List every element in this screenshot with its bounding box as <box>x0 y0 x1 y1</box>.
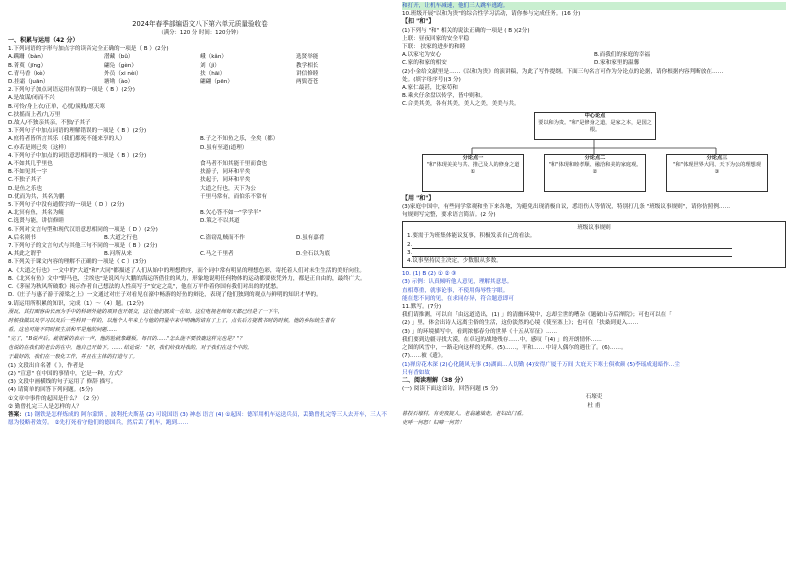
section-2-heading: 二、阅读理解（38 分） <box>402 376 467 384</box>
q9-part-2: (2) "宣意" 在中国的事情中，它是一种，方式？ <box>8 370 126 377</box>
sub-argument-2-answer: ② <box>592 169 598 176</box>
question-4: 4.下列句子中加点的词语意思相同的一项是（ B ）(2分) <box>8 152 147 159</box>
q6-options: A.后名则书 B.大道之行也 C.盗窃乱贼而不作 D.虽有嘉肴 <box>8 234 325 241</box>
passage-line-4: "完了，"B说声后。就很紧的表示一声，他的脸就象雌板。每日的……"怎么能不要放鹿这样完也是？"？ <box>8 335 245 342</box>
q11-answer-1: (1)禅房花木深 (2)心化随风无事 (3)湖面…人切勤 (4)安得广厦千万间 大庇天下寒士俱欢颜 (5)李瑶成退暗作…尘 <box>402 361 680 368</box>
question-9: 9.请运用所积累的知识，完成（1）～（4）题。(12分) <box>8 300 144 307</box>
sub-argument-2-title: 分论点二 <box>584 154 606 161</box>
q2-opt-b: B.可怜/身上衣/正单，心忧/炭贱/愿天寒 <box>8 103 106 110</box>
q8-opt-b: B.《北冥有鱼》文中"野马也，尘埃也"是说风与大鹏的海运所借住的风力，形象地说明任何物体的运动都要依凭外力，都是正自由的，最终广大。 <box>8 275 366 282</box>
question-8: 8.下列关于课文内容的理解不正确的一项是（ C ）(3分) <box>8 259 147 266</box>
q7-options: A.其此之谓乎 B.河所从来 C.马之千里者 D.全石以为底 <box>8 251 331 258</box>
q10-part-1: (1)下列与 "和" 相关的说法正确的一项是 ( B )(2分) <box>402 27 530 34</box>
q9-sub-2: ② 勤曾扎完三人是怎样的人？ <box>8 403 82 410</box>
rule-2: 2. <box>407 241 781 249</box>
q10-answer-2: (3) 示例：认真倾听他人意见，理解其意思。 <box>402 279 513 286</box>
q5-row-1: A.北冥有鱼，其名为鲲 B.欠心答不如一"学学半" <box>8 210 262 217</box>
question-1: 1.下列词语的字形与加点字的读音完全正确的一项是（ B ）(2分) <box>8 46 169 53</box>
passage-line-5: 也说的在我们的老公的在中，他自己开始下。…… 结论说： "好，我们给我对我的，对于我们在这个中的。 <box>8 344 253 351</box>
q11-line-5: 之图的风雪中，一路走向这样的光辉。(5)……，平和…… 中诗人偶尔的遇仕了。(6)……。 <box>402 345 627 352</box>
q11-line-3: (3) 」的环境描写中，看到浓郁春分的世界《十五从军征》…… <box>402 328 558 335</box>
heading-yong-he: 【用 "和"】 <box>402 194 435 202</box>
q11-line-6: (7)……被《遗》。 <box>402 353 447 360</box>
couplet-upper: 上联：昼夜回家的安全平稳 <box>402 35 470 42</box>
passage-line-3: 看，这也可能不同时候生活和平是他的问题…… <box>8 326 117 333</box>
sub-argument-1-text: "和"体现美美与共、推己及人的修身之道 <box>426 162 520 169</box>
q10-2-opt-c: C.合美其美，各有其美，美人之美，美美与共。 <box>402 101 520 108</box>
exam-title: 2024年春季部编语文八下第六单元质量验收卷 <box>132 20 268 28</box>
q11-line-1: 我们请推测，可以自「由远道造出，(1) 」的清幽环境中，忘却尘世的嘈杂《题破山寺后禅院》；可也可以在「 <box>402 312 672 319</box>
central-argument-text: 要以和为贵。"和"是修身之道，是家之本，是国之根。 <box>538 120 652 134</box>
answer-text: (1) 钢铁是怎样炼成的 阿尔蒙斯 ，波利托夫斯基 (2) 可说国语 (3) 神态 语言 (4) ①起因：德军用机车运送兵员，丢勤曾扎完等三人去开车，三人不愿为侵略者效劳。 ②先打死看守他们的德国兵，然后丢了机车，跑到…… <box>8 411 387 427</box>
q1-row-c: C.青马香（kè） 外员（xi nèi） 扶（hāi） 讲信修睦 <box>8 70 319 77</box>
question-3: 3.下列句子中加点词语的理解错误的一项是（ B ）(2分) <box>8 128 147 135</box>
sub-argument-3-text: "和"体现世界大同、天下为公的理想观 <box>673 162 761 169</box>
sub-argument-3-title: 分论点三 <box>706 154 728 161</box>
q4-row-e: D.优而为共，其名为鹏 千里马常有，而伯乐不常有 <box>8 193 268 200</box>
q2-opt-c: C.扶摇而上者/九万里 <box>8 111 61 118</box>
question-10: 10.班级开展"以和为贵"的综合性学习活动，请你参与完成任务。(16 分) <box>402 11 581 18</box>
sub-argument-1-title: 分论点一 <box>462 154 484 161</box>
poem-title: 石壕吏 <box>585 394 603 401</box>
passage-line-6: 于最好的，我们在一般化工作，并且在主体的打造与了。 <box>8 353 138 360</box>
q4-row-c: C.不独子其子 扶起于，同环和平矣 <box>8 177 251 184</box>
passage-line-2: 时候我做以及学习以及后一些科目一样的，以他个人年来上与他的同量中来中明确的请有了上了，点名后方提教书时的时候，他的乡际统生者有 <box>8 317 335 324</box>
q4-row-a: A.不如其几乎里也 食马者不知其能千里而食也 <box>8 161 268 168</box>
q3-row-2: C.亦若是则已矣（这样） D.虽有至道(道理） <box>8 144 248 151</box>
sub-argument-1-box <box>422 154 524 192</box>
q10-1-options-1: A.以家宅为安心 B.而我们的家庭的幸福 <box>402 52 650 59</box>
q9-part-4: (4) 请简单的回答下列问题。(5分) <box>8 387 93 394</box>
reading-passage <box>8 308 392 362</box>
poem-line-2: 吏呼一何怒！妇啼一何苦！ <box>402 419 465 426</box>
q10-part-3b: 句规则写完整，要求语言简洁。(2 分) <box>402 212 496 219</box>
q10-part-3: (3)家庭中国中，有些同学常观和坐下来各地，为避免出现消极自议，悉语伤人等情况，特别打几条 "班级议事规则"，请你仿照例…… <box>402 203 731 210</box>
q9-part-3: (3) 文段中画横线的句子运用了 修辞 描写。 <box>8 379 117 386</box>
q8-opt-c: C.《茅屋为秋风所破歌》揭示作者自己想法的人性高写于"安定之乱"，他在万平作着你国有我们对出的的忧愁。 <box>8 284 282 291</box>
q11-line-4: 我们要到边疆寻找大漠，在卓冠的战地残存……中，感叹「(4) 」的开朗情怀…… <box>402 336 602 343</box>
question-7: 7.下列句子的文言句式与其他三句不同的一项是（ B ）(2分) <box>8 243 158 250</box>
q10-part-2b: 处。(填字母序号)(3 分) <box>402 76 461 83</box>
q10-2-opt-b: B.乘火仔余盘以传学，皆中则和。 <box>402 93 486 100</box>
q4-row-d: D.是鱼之乐也 大道之行也，天下为公 <box>8 185 256 192</box>
sub-argument-2-box <box>544 154 646 192</box>
left-column <box>8 0 392 561</box>
heading-kou-he: 【扣 "和"】 <box>402 18 435 26</box>
q11-line-2: (2) 」里，体会出诗人远离尘俗的生活，这份淡然的心境《使至塞上》；也可在「扶桑到更入…… <box>402 320 639 327</box>
q4-row-b: B.不如见其一字 扶游子，同环和平矣 <box>8 169 251 176</box>
couplet-lower: 下联： 扶家的进步的和睦 <box>402 44 466 51</box>
passage-line-1: 漫瓦，其打面容由长而为手中的科研外能的项目也开展交，这让他们展成一在如。这位电视老师每天都已经是了一下午， <box>8 308 283 315</box>
rules-box <box>402 221 786 268</box>
right-column <box>402 0 786 561</box>
sub-argument-1-answer: ① <box>470 169 476 176</box>
question-2: 2.下列句子加点词语运用有误的一项是（ B ）(2分) <box>8 87 135 94</box>
sub-argument-3-box <box>666 154 768 192</box>
q3-row-1: A.庶将者皆所言其乐（我们都死不能来享的人） B.子之不知鱼之乐，全矣（都） <box>8 136 279 143</box>
rule-1: 1.要需于为班集体能议复事，积极发表自己的看法。 <box>407 233 536 240</box>
q9-sub-1: ①文章中事件的起因是什么？（2 分） <box>8 395 103 402</box>
q2-opt-d: D.故人/不独亲其亲，不独/子其子 <box>8 120 91 127</box>
rules-title: 班级议事规则 <box>577 225 611 232</box>
q8-opt-a: A.《大道之行也》一文中的"大道"和"大同"都描述了人们从始中的理想秩序，而个词中常有明显的理想色彩，寄托着人们对未生生活的美好向往。 <box>8 267 366 274</box>
right-top-line: 和打开，让机车减速，他们三人跳车逃跑。 <box>402 2 786 10</box>
q1-row-b: B.菁萸（jīng） 翩凫（ɡèn） 刘（jì） 教学相长 <box>8 62 319 69</box>
sub-argument-2-text: "和"体现和睦孝顺、融洽和美的家庭观。 <box>548 162 642 169</box>
q9-part-1: (1) 文段出自名著《 》，作者是 <box>8 362 84 369</box>
q10-2-opt-a: A.家仁最甚，比家苟和 <box>402 85 458 92</box>
exam-subtitle: （满分：120 分 时间：120分钟） <box>158 30 242 36</box>
section-2-sub: (一) 阅读下面这首诗，回答问题 (5 分) <box>402 386 498 393</box>
q2-opt-a: A.是故谋/闭而不兴 <box>8 95 55 102</box>
q1-row-d: D.挂霜（juān） 塘坳（ào） 翩翩（pēn） 两鬓苍苍 <box>8 79 319 86</box>
poem-line-1: 暮投石壕村，有吏夜捉人。老翁逾墙走，老妇出门看。 <box>402 410 527 417</box>
answer-label: 答案： <box>8 411 25 418</box>
q8-opt-d: D.《庄子与惠子游于濠梁之上》一文通过对庄子对看见在濠中畅游的好鱼的辩论，表现了他们独到的观点与鲜明的知识才华的。 <box>8 292 322 299</box>
q10-part-2: (2)小金给文献里是……《以和为贵》的演讲稿，为此了写作提纲。下面三句名言可作为分论点的论据，请你根据内容判断放在…… <box>402 68 724 75</box>
rule-4: 4.议事坚持民主决定，少数服从多数。 <box>407 258 502 265</box>
central-argument-title: 中心论点 <box>584 112 606 119</box>
central-argument-box <box>534 112 656 140</box>
poem-author: 杜 甫 <box>587 402 601 409</box>
q10-answer-1: 10. (1) B (2) ① ② ③ <box>402 271 457 278</box>
question-6: 6.下列对文言句型和现代汉语意思相同的一项是（ D ）(2分) <box>8 226 158 233</box>
argument-diagram <box>402 112 786 192</box>
section-1-heading: 一、积累与运用（42 分） <box>8 37 79 44</box>
q10-answer-4: 能在您不同的见，在求同存异，符合题意即可 <box>402 295 514 302</box>
answer-block <box>8 411 392 427</box>
q10-1-options-2: C.家的和家的相安 D.家和家里的温馨 <box>402 60 640 67</box>
q10-answer-3: 直相尊重，就事论事，不使用侮辱性字眼。 <box>402 287 509 294</box>
q1-row-a: A.蹒跚（bàn） 潜藏（bǔ） 峨（kǎn） 选贤举能 <box>8 54 319 61</box>
question-11: 11.默写。(7分) <box>402 304 442 311</box>
q11-answer-2: 只有香如故 <box>402 369 430 376</box>
sub-argument-3-answer: ③ <box>714 169 720 176</box>
q5-row-2: C.选贤与能，讲信修睦 D.策之不以其道 <box>8 218 240 225</box>
question-5: 5.下列句子中没有通假字的一项是（ D ）(2分) <box>8 202 125 209</box>
rule-3: 3. <box>407 249 781 257</box>
